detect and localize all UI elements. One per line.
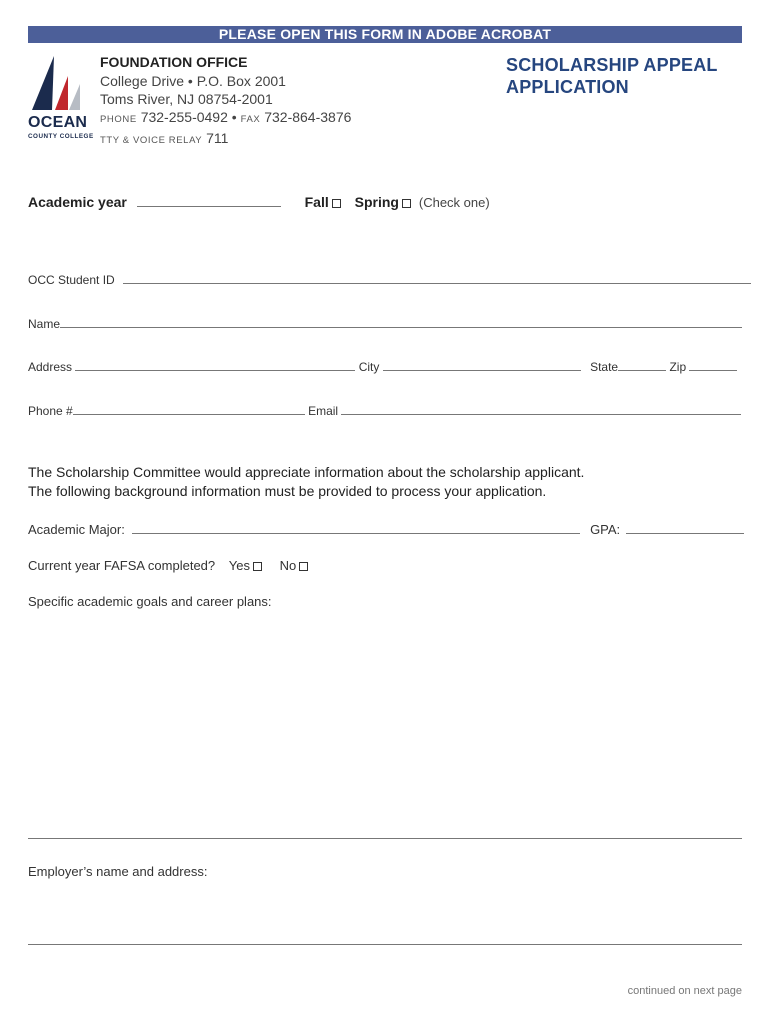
- major-field[interactable]: [132, 523, 580, 534]
- academic-year-field[interactable]: [137, 196, 281, 207]
- office-title: FOUNDATION OFFICE: [100, 54, 248, 70]
- tty-label: TTY & VOICE RELAY: [100, 135, 203, 146]
- name-field[interactable]: [60, 317, 742, 328]
- state-field[interactable]: [618, 360, 666, 371]
- fafsa-yes-checkbox[interactable]: [253, 562, 262, 571]
- address-row: [28, 360, 742, 374]
- check-one-note: (Check one): [418, 195, 490, 210]
- phone-field[interactable]: [73, 404, 305, 415]
- student-id-field[interactable]: [123, 273, 751, 284]
- sails-icon: [28, 54, 90, 114]
- employer-underline: [28, 944, 742, 945]
- fall-checkbox[interactable]: [332, 199, 341, 208]
- fafsa-row: [28, 558, 742, 573]
- separator: •: [231, 109, 237, 125]
- spring-label: Spring: [354, 194, 399, 210]
- office-tty: [100, 129, 351, 150]
- intro-line-2: The following background information must be provided to process your application.: [28, 483, 547, 499]
- fafsa-no-checkbox[interactable]: [299, 562, 308, 571]
- student-id-row: [28, 273, 742, 287]
- form-title-line-2: APPLICATION: [506, 77, 629, 97]
- zip-field[interactable]: [689, 360, 737, 371]
- zip-label: Zip: [669, 360, 687, 374]
- major-label: Academic Major:: [28, 522, 125, 537]
- goals-label: Specific academic goals and career plans:: [28, 594, 272, 609]
- email-field[interactable]: [341, 404, 741, 415]
- goals-field[interactable]: [28, 612, 742, 834]
- academic-year-row: [28, 194, 742, 210]
- phone-number: 732-255-0492: [140, 109, 228, 125]
- city-label: City: [358, 360, 380, 374]
- name-row: [28, 317, 742, 331]
- acrobat-banner: PLEASE OPEN THIS FORM IN ADOBE ACROBAT: [28, 26, 742, 43]
- name-label: Name: [28, 317, 61, 331]
- office-phone-fax: [100, 108, 351, 129]
- intro-paragraph: [28, 463, 584, 501]
- student-id-label: OCC Student ID: [28, 273, 115, 287]
- phone-label: PHONE: [100, 114, 137, 125]
- form-title: [506, 54, 718, 98]
- email-label: Email: [308, 404, 339, 418]
- form-title-line-1: SCHOLARSHIP APPEAL: [506, 55, 718, 75]
- office-contact: [100, 54, 351, 150]
- city-field[interactable]: [383, 360, 581, 371]
- fafsa-label: Current year FAFSA completed?: [28, 558, 216, 573]
- address-label: Address: [28, 360, 73, 374]
- fax-label: FAX: [240, 114, 261, 125]
- fall-label: Fall: [304, 194, 329, 210]
- intro-line-1: The Scholarship Committee would appreciate information about the scholarship applicant.: [28, 464, 585, 480]
- major-gpa-row: [28, 522, 742, 537]
- tty-number: 711: [206, 130, 229, 146]
- fax-number: 732-864-3876: [264, 109, 352, 125]
- employer-label: Employer’s name and address:: [28, 864, 208, 879]
- employer-field[interactable]: [28, 882, 742, 938]
- office-address-1: College Drive • P.O. Box 2001: [100, 73, 286, 89]
- academic-year-label: Academic year: [28, 194, 127, 210]
- gpa-label: GPA:: [590, 522, 621, 537]
- spring-checkbox[interactable]: [402, 199, 411, 208]
- phone-email-row: [28, 404, 742, 418]
- fafsa-no-label: No: [279, 558, 297, 573]
- logo-subtitle: COUNTY COLLEGE: [28, 133, 94, 140]
- logo-word: OCEAN: [28, 114, 88, 131]
- fafsa-yes-label: Yes: [228, 558, 250, 573]
- phone-label-field: Phone #: [28, 404, 73, 418]
- address-field[interactable]: [75, 360, 355, 371]
- goals-underline: [28, 838, 742, 839]
- office-address-2: Toms River, NJ 08754-2001: [100, 91, 273, 107]
- college-logo: [28, 54, 94, 144]
- gpa-field[interactable]: [626, 523, 744, 534]
- state-label: State: [590, 360, 619, 374]
- continued-note: continued on next page: [627, 985, 742, 997]
